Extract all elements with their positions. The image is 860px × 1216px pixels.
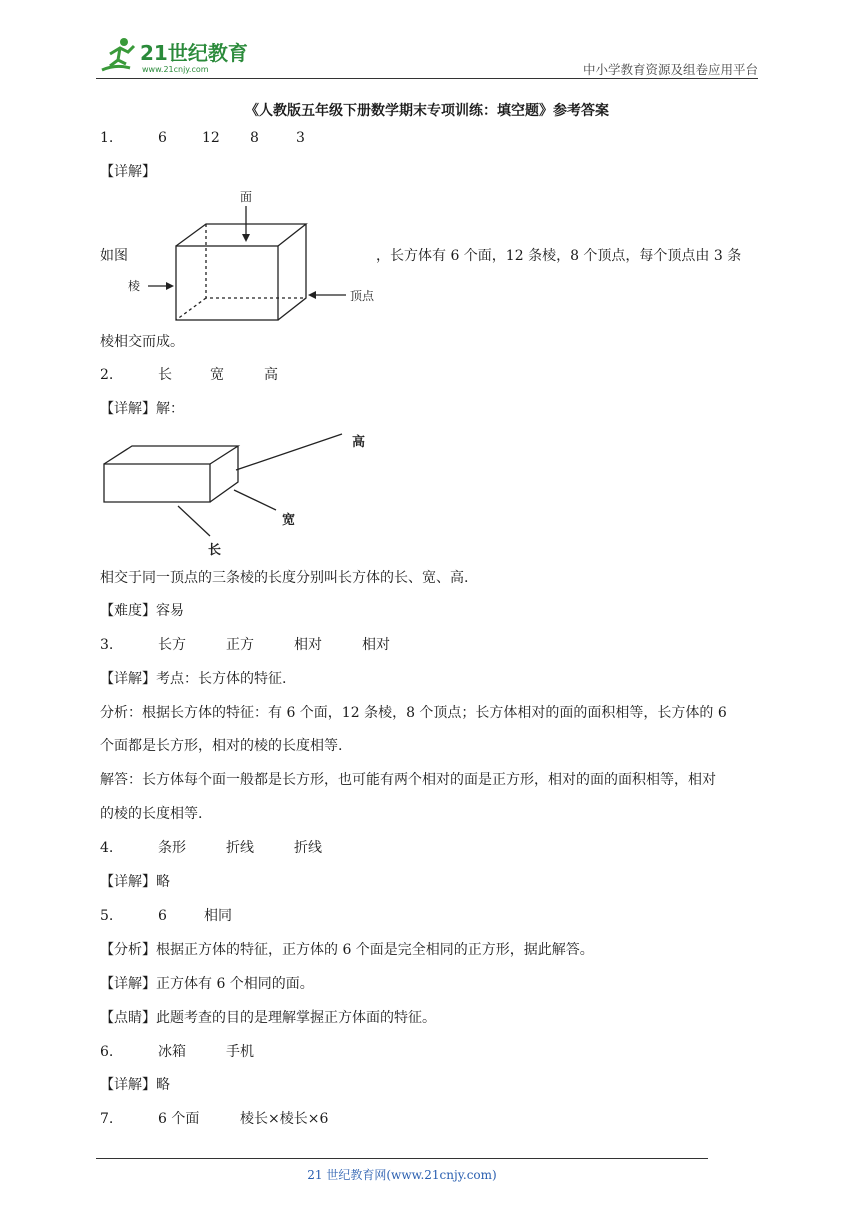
q1-fig-prefix: 如图 [100, 248, 128, 264]
cuboid-diagram-2 [100, 426, 380, 558]
q3-solution-1: 解答：长方体每个面一般都是长方形，也可能有两个相对的面是正方形，相对的面的面积相等，相对 [100, 772, 716, 788]
q6-answer-2: 手机 [226, 1044, 254, 1060]
q4-answer-3: 折线 [294, 840, 322, 856]
q1-answer-1: 6 [158, 130, 167, 146]
q7-answer-line [100, 1109, 760, 1129]
label-edge: 棱 [128, 279, 141, 293]
q3-solution-2: 的棱的长度相等. [100, 806, 203, 822]
label-vertex: 顶点 [350, 289, 375, 303]
q5-number: 5. [100, 908, 114, 924]
q2-explain: 相交于同一顶点的三条棱的长度分别叫长方体的长、宽、高. [100, 570, 469, 586]
q3-analysis-1: 分析：根据长方体的特征：有 6 个面，12 条棱，8 个顶点；长方体相对的面的面积相等，长方体的 6 [100, 705, 727, 721]
q3-answer-line [100, 635, 760, 655]
q2-answer-2: 宽 [210, 367, 224, 383]
q3-detail: 【详解】考点：长方体的特征. [100, 671, 287, 687]
q5-answer-1: 6 [158, 908, 167, 924]
label-length: 长 [208, 543, 222, 558]
q3-answer-1: 长方 [158, 637, 186, 653]
header-divider [96, 78, 758, 79]
q7-answer-2: 棱长×棱长×6 [240, 1111, 329, 1127]
q6-answer-line [100, 1042, 760, 1062]
q1-answer-4: 3 [296, 130, 305, 146]
q4-detail: 【详解】略 [100, 874, 170, 890]
q7-answer-1: 6 个面 [158, 1111, 200, 1127]
label-height: 高 [352, 435, 366, 450]
q3-number: 3. [100, 637, 114, 653]
q3-answer-2: 正方 [226, 637, 254, 653]
platform-name: 中小学教育资源及组卷应用平台 [582, 62, 758, 77]
q1-detail-label: 【详解】 [100, 164, 156, 180]
q6-number: 6. [100, 1044, 114, 1060]
q2-answer-3: 高 [264, 367, 278, 383]
q5-answer-2: 相同 [204, 908, 232, 924]
q3-answer-3: 相对 [294, 637, 322, 653]
q1-fig-text: ，长方体有 6 个面，12 条棱，8 个顶点，每个顶点由 3 条 [376, 248, 742, 264]
q5-comment: 【点睛】此题考查的目的是理解掌握正方体面的特征。 [100, 1010, 436, 1026]
q5-analysis: 【分析】根据正方体的特征，正方体的 6 个面是完全相同的正方形，据此解答。 [100, 942, 594, 958]
q4-answer-1: 条形 [158, 840, 186, 856]
q1-answer-3: 8 [250, 130, 259, 146]
q1-number: 1. [100, 130, 114, 146]
logo-text: 21世纪教育 [140, 41, 248, 65]
q4-answer-2: 折线 [226, 840, 254, 856]
q2-detail: 【详解】解： [100, 401, 184, 417]
logo-url: www.21cnjy.com [142, 65, 209, 74]
q1-answer-line [100, 128, 760, 148]
q6-detail: 【详解】略 [100, 1077, 170, 1093]
footer-link[interactable]: 21 世纪教育网(www.21cnjy.com) [307, 1168, 497, 1182]
q3-analysis-2: 个面都是长方形，相对的棱的长度相等. [100, 738, 343, 754]
cuboid-diagram-1 [122, 186, 382, 324]
site-logo [96, 34, 256, 78]
q1-answer-2: 12 [202, 130, 220, 146]
q7-number: 7. [100, 1111, 114, 1127]
label-face: 面 [239, 190, 253, 204]
q4-number: 4. [100, 840, 114, 856]
label-width: 宽 [282, 513, 296, 528]
q4-answer-line [100, 838, 760, 858]
q5-detail: 【详解】正方体有 6 个相同的面。 [100, 976, 314, 992]
q5-answer-line [100, 906, 760, 926]
q2-answer-1: 长 [158, 367, 172, 383]
q2-answer-line [100, 365, 760, 385]
q6-answer-1: 冰箱 [158, 1044, 186, 1060]
q1-fig-text-cont: 棱相交而成。 [100, 334, 184, 350]
footer-divider [96, 1158, 708, 1159]
q2-number: 2. [100, 367, 114, 383]
page-title: 《人教版五年级下册数学期末专项训练：填空题》参考答案 [245, 103, 609, 119]
q2-difficulty: 【难度】容易 [100, 603, 184, 619]
q3-answer-4: 相对 [362, 637, 390, 653]
